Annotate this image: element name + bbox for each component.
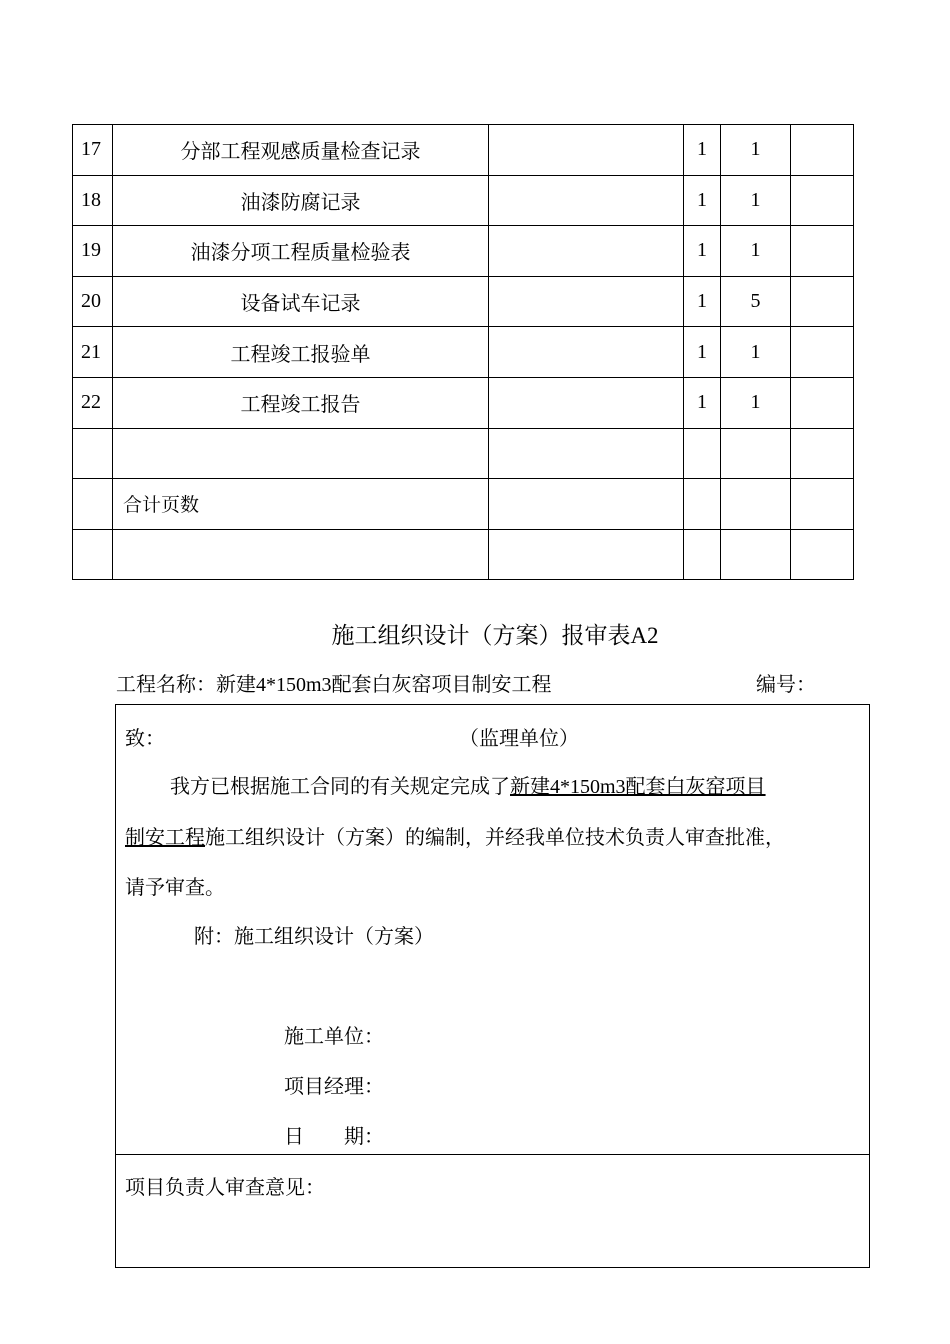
table-row (73, 175, 854, 226)
cell-pages: 1 (721, 226, 791, 277)
number-label: 编号： (756, 674, 816, 696)
cell-remark (489, 226, 684, 277)
cell-name: 设备试车记录 (113, 276, 489, 327)
cell-copies: 1 (684, 327, 721, 378)
cell-copies: 1 (684, 377, 721, 428)
cell-no: 17 (73, 125, 113, 176)
cell-name: 工程竣工报告 (113, 377, 489, 428)
date-label: 日 期： (284, 1126, 384, 1148)
cell-remark (489, 327, 684, 378)
body-line-3: 请予审查。 (125, 877, 225, 899)
cell-pages (721, 529, 791, 580)
cell-no: 21 (73, 327, 113, 378)
project-name-line (116, 668, 552, 697)
cell-copies (684, 428, 721, 479)
body-line-2: 制安工程施工组织设计（方案）的编制，并经我单位技术负责人审查批准， (125, 827, 785, 849)
cell-name: 油漆防腐记录 (113, 175, 489, 226)
cell-pages: 1 (721, 175, 791, 226)
project-label: 工程名称： (116, 674, 216, 696)
table-row (73, 529, 854, 580)
body-project-part2: 制安工程 (125, 827, 205, 849)
cell-note (791, 529, 854, 580)
attachment-line: 附：施工组织设计（方案） (194, 926, 434, 948)
cell-name (113, 529, 489, 580)
cell-copies: 1 (684, 276, 721, 327)
cell-note (791, 479, 854, 530)
cell-remark (489, 479, 684, 530)
review-label: 项目负责人审查意见： (125, 1177, 325, 1199)
cell-remark (489, 529, 684, 580)
cell-no (73, 479, 113, 530)
cell-pages: 1 (721, 327, 791, 378)
table-row (73, 276, 854, 327)
project-name: 新建4*150m3配套白灰窑项目制安工程 (216, 674, 552, 696)
body-project-part1: 新建4*150m3配套白灰窑项目 (510, 776, 766, 798)
body-line-1: 我方已根据施工合同的有关规定完成了新建4*150m3配套白灰窑项目 (170, 776, 766, 798)
cell-copies (684, 479, 721, 530)
cell-note (791, 226, 854, 277)
cell-name: 油漆分项工程质量检验表 (113, 226, 489, 277)
table-row (73, 428, 854, 479)
table-row (73, 377, 854, 428)
table-row (73, 226, 854, 277)
cell-note (791, 276, 854, 327)
cell-no (73, 529, 113, 580)
table-row (73, 479, 854, 530)
form-divider (116, 1154, 869, 1155)
form-title-code: A2 (630, 623, 659, 648)
cell-pages: 5 (721, 276, 791, 327)
contractor-label: 施工单位： (284, 1026, 384, 1048)
manager-label: 项目经理： (284, 1076, 384, 1098)
cell-no: 22 (73, 377, 113, 428)
cell-copies: 1 (684, 175, 721, 226)
cell-remark (489, 125, 684, 176)
cell-no: 20 (73, 276, 113, 327)
supervisor-unit: （监理单位） (459, 728, 579, 750)
cell-pages: 1 (721, 125, 791, 176)
cell-note (791, 327, 854, 378)
table-row (73, 125, 854, 176)
cell-remark (489, 175, 684, 226)
cell-name: 分部工程观感质量检查记录 (113, 125, 489, 176)
cell-remark (489, 276, 684, 327)
cell-name (113, 428, 489, 479)
cell-name: 合计页数 (113, 479, 489, 530)
cell-no: 18 (73, 175, 113, 226)
cell-remark (489, 377, 684, 428)
cell-copies: 1 (684, 226, 721, 277)
approval-form-box (115, 704, 870, 1268)
cell-pages (721, 479, 791, 530)
cell-copies (684, 529, 721, 580)
cell-pages: 1 (721, 377, 791, 428)
form-title (0, 617, 950, 650)
table-row (73, 327, 854, 378)
form-title-text: 施工组织设计（方案）报审表 (331, 623, 631, 649)
cell-no: 19 (73, 226, 113, 277)
cell-pages (721, 428, 791, 479)
cell-remark (489, 428, 684, 479)
cell-note (791, 175, 854, 226)
cell-no (73, 428, 113, 479)
cell-note (791, 125, 854, 176)
cell-name: 工程竣工报验单 (113, 327, 489, 378)
cell-note (791, 428, 854, 479)
cell-copies: 1 (684, 125, 721, 176)
to-label: 致： (125, 728, 165, 750)
document-list-table (72, 124, 854, 580)
cell-note (791, 377, 854, 428)
